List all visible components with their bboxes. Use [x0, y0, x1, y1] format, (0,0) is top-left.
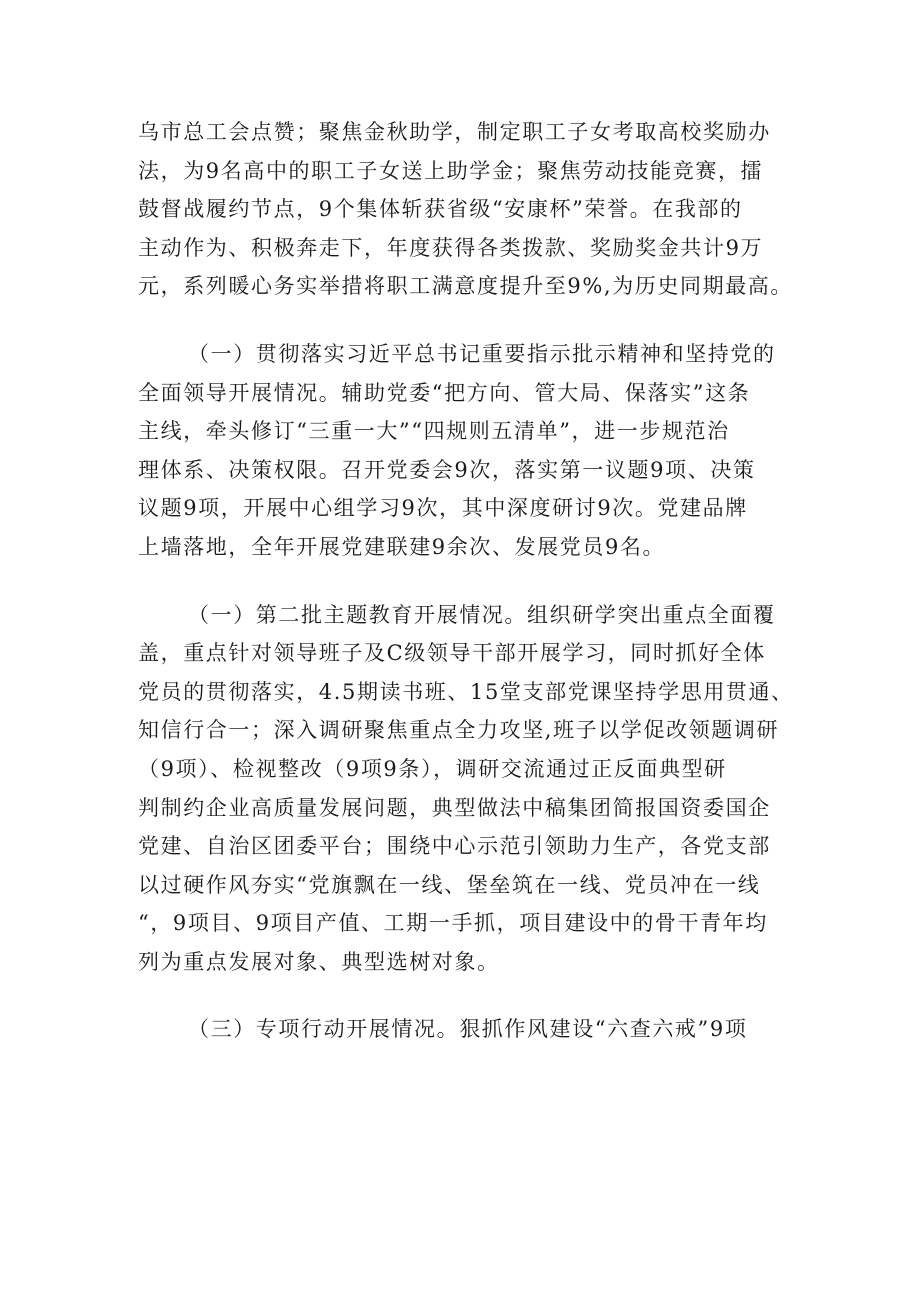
- paragraph-theme-education: [138, 596, 798, 982]
- text-line: 理体系、决策权限。召开党委会9次，落实第一议题9项、决策: [138, 457, 756, 482]
- text-line: 知信行合一；深入调研聚焦重点全力攻坚,班子以学促改领题调研: [138, 718, 780, 743]
- paragraph-party-leadership: [138, 335, 798, 567]
- text-line: 盖，重点针对领导班子及C级领导干部开展学习，同时抓好全体: [138, 641, 766, 666]
- paragraph-worker-services: [138, 113, 798, 306]
- text-line: 上墙落地，全年开展党建联建9余次、发展党员9名。: [138, 534, 666, 559]
- text-line: “，9项目、9项目产值、工期一手抓，项目建设中的骨干青年均: [138, 911, 768, 936]
- text-line: 以过硬作风夯实“党旗飘在一线、堡垒筑在一线、党员冲在一线: [138, 872, 761, 897]
- text-line: 乌市总工会点赞；聚焦金秋助学，制定职工子女考取高校奖励办: [138, 120, 771, 144]
- text-line: 鼓督战履约节点，9个集体斩获省级“安康杯”荣誉。在我部的: [138, 197, 743, 222]
- text-line: 主动作为、积极奔走下，年度获得各类拨款、奖励奖金共计9万: [138, 235, 764, 260]
- text-line: 主线，牵头修订“三重一大”“四规则五清单”，进一步规范治: [138, 419, 730, 444]
- text-line: 判制约企业高质量发展问题，典型做法中稿集团简报国资委国企: [138, 795, 771, 820]
- text-line: 党员的贯彻落实，4.5期读书班、15堂支部党课坚持学思用贯通、: [138, 679, 794, 704]
- document-body: [138, 113, 798, 1078]
- text-line: 全面领导开展情况。辅助党委“把方向、管大局、保落实”这条: [138, 380, 751, 405]
- text-line: 列为重点发展对象、典型选树对象。: [138, 949, 500, 974]
- text-line: （一）第二批主题教育开展情况。组织研学突出重点全面覆: [188, 602, 776, 627]
- text-line: 议题9项，开展中心组学习9次，其中深度研讨9次。党建品牌: [138, 496, 748, 521]
- text-line: （三）专项行动开展情况。狠抓作风建设“六查六戒”9项: [188, 1017, 748, 1042]
- text-line: （9项）、检视整改（9项9条），调研交流通过正反面典型研: [138, 756, 727, 781]
- text-line: 法，为9名高中的职工子女送上助学金；聚焦劳动技能竞赛，擂: [138, 158, 764, 183]
- text-line: 元，系列暖心务实举措将职工满意度提升至9%,为历史同期最高。: [138, 274, 793, 299]
- paragraph-special-action: [138, 1010, 798, 1049]
- text-line: 党建、自治区团委平台；围绕中心示范引领助力生产，各党支部: [138, 834, 771, 859]
- text-line: （一）贯彻落实习近平总书记重要指示批示精神和坚持党的: [188, 341, 776, 366]
